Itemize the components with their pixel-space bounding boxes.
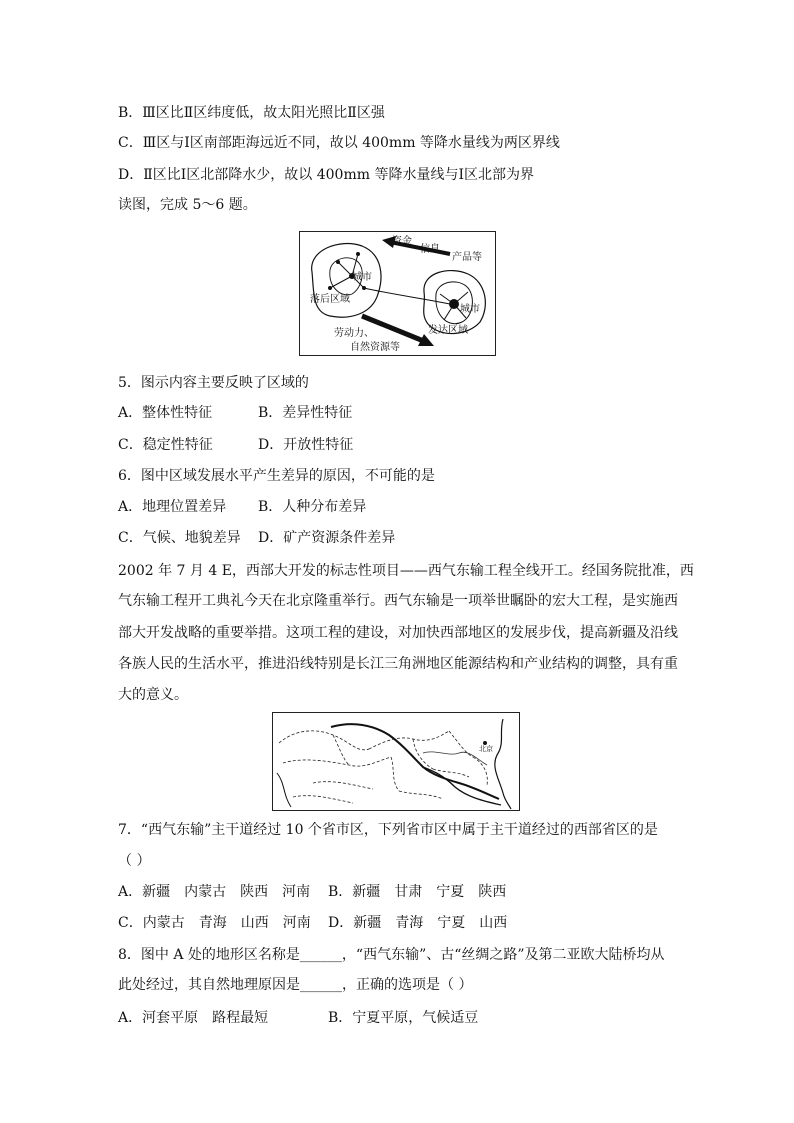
q5-option-b: B．差异性特征 <box>258 405 353 421</box>
q7-stem-line2: （ ） <box>118 853 151 869</box>
q5-stem: 5．图示内容主要反映了区域的 <box>118 375 309 391</box>
label-beijing: 北京 <box>479 745 493 753</box>
q8-stem-line2: 此处经过，其自然地理原因是______，正确的选项是（ ） <box>118 977 473 993</box>
prev-option-d: D．Ⅱ区比Ⅰ区北部降水少，故以 400mm 等降水量线与Ⅰ区北部为界 <box>118 167 534 183</box>
label-info: 信息 <box>420 244 440 255</box>
figure-pipeline-map <box>272 712 520 811</box>
q6-options-row2 <box>118 529 395 547</box>
intro-5-6: 读图，完成 5～6 题。 <box>118 197 257 213</box>
passage-line-4: 各族人民的生活水平，推进沿线特别是长江三角洲地区能源结构和产业结构的调整，具有重 <box>118 656 678 672</box>
q7-option-d: D．新疆 青海 宁夏 山西 <box>328 915 508 931</box>
q7-options-row1 <box>118 883 506 901</box>
q6-option-a: A．地理位置差异 <box>118 499 227 515</box>
q8-option-b: B．宁夏平原，气候适豆 <box>328 1010 479 1026</box>
q5-option-a: A．整体性特征 <box>118 405 213 421</box>
passage-line-1: 2002 年 7 月 4 E，西部大开发的标志性项目——西气东输工程全线开工。经国务院批准，西 <box>118 563 694 579</box>
q6-option-d: D．矿产资源条件差异 <box>258 530 396 546</box>
figure-regional-flows <box>299 231 496 356</box>
label-developed-region: 发达区域 <box>428 325 468 336</box>
q5-option-d: D．开放性特征 <box>258 437 354 453</box>
label-backward-region: 落后区域 <box>310 294 350 305</box>
label-city-right: 城市 <box>460 304 480 315</box>
label-city-left: 城市 <box>352 272 372 283</box>
passage-line-3: 部大开发战略的重要举措。这项工程的建设，对加快西部地区的发展步伐，提高新疆及沿线 <box>118 625 678 641</box>
q5-options-row2 <box>118 436 353 454</box>
q7-option-c: C．内蒙古 青海 山西 河南 <box>118 915 311 931</box>
q6-stem: 6．图中区域发展水平产生差异的原因，不可能的是 <box>118 468 435 484</box>
q5-option-c: C．稳定性特征 <box>118 437 213 453</box>
q6-option-c: C．气候、地貌差异 <box>118 530 241 546</box>
passage-line-2: 气东输工程开工典礼今天在北京隆重举行。西气东输是一项举世瞩卧的宏大工程，是实施西 <box>118 593 678 609</box>
prev-option-c: C．Ⅲ区与Ⅰ区南部距海远近不同，故以 400mm 等降水量线为两区界线 <box>118 135 560 151</box>
label-natural-resources: 自然资源等 <box>350 342 400 353</box>
label-labor: 劳动力、 <box>334 328 374 339</box>
q8-stem-line1: 8．图中 A 处的地形区名称是______，“西气东输”、古“丝绸之路”及第二亚欧大陆桥均从 <box>118 947 665 963</box>
q5-options-row1 <box>118 404 352 422</box>
label-funds: 资金 <box>392 236 412 247</box>
label-products: 产品等 <box>452 252 482 263</box>
q7-option-b: B．新疆 甘肃 宁夏 陕西 <box>328 884 507 900</box>
q7-options-row2 <box>118 914 507 932</box>
q7-stem-line1: 7．“西气东输”主干道经过 10 个省市区，下列省市区中属于主干道经过的西部省区的是 <box>118 822 658 838</box>
q6-options-row1 <box>118 498 366 516</box>
pipeline-route <box>331 724 499 799</box>
passage-line-5: 大的意义。 <box>118 687 188 703</box>
q8-option-a: A．河套平原 路程最短 <box>118 1010 269 1026</box>
q8-options-row1 <box>118 1009 478 1027</box>
prev-option-b: B．Ⅲ区比Ⅱ区纬度低，故太阳光照比Ⅱ区强 <box>118 105 385 121</box>
q6-option-b: B．人种分布差异 <box>258 499 367 515</box>
q7-option-a: A．新疆 内蒙古 陕西 河南 <box>118 884 311 900</box>
